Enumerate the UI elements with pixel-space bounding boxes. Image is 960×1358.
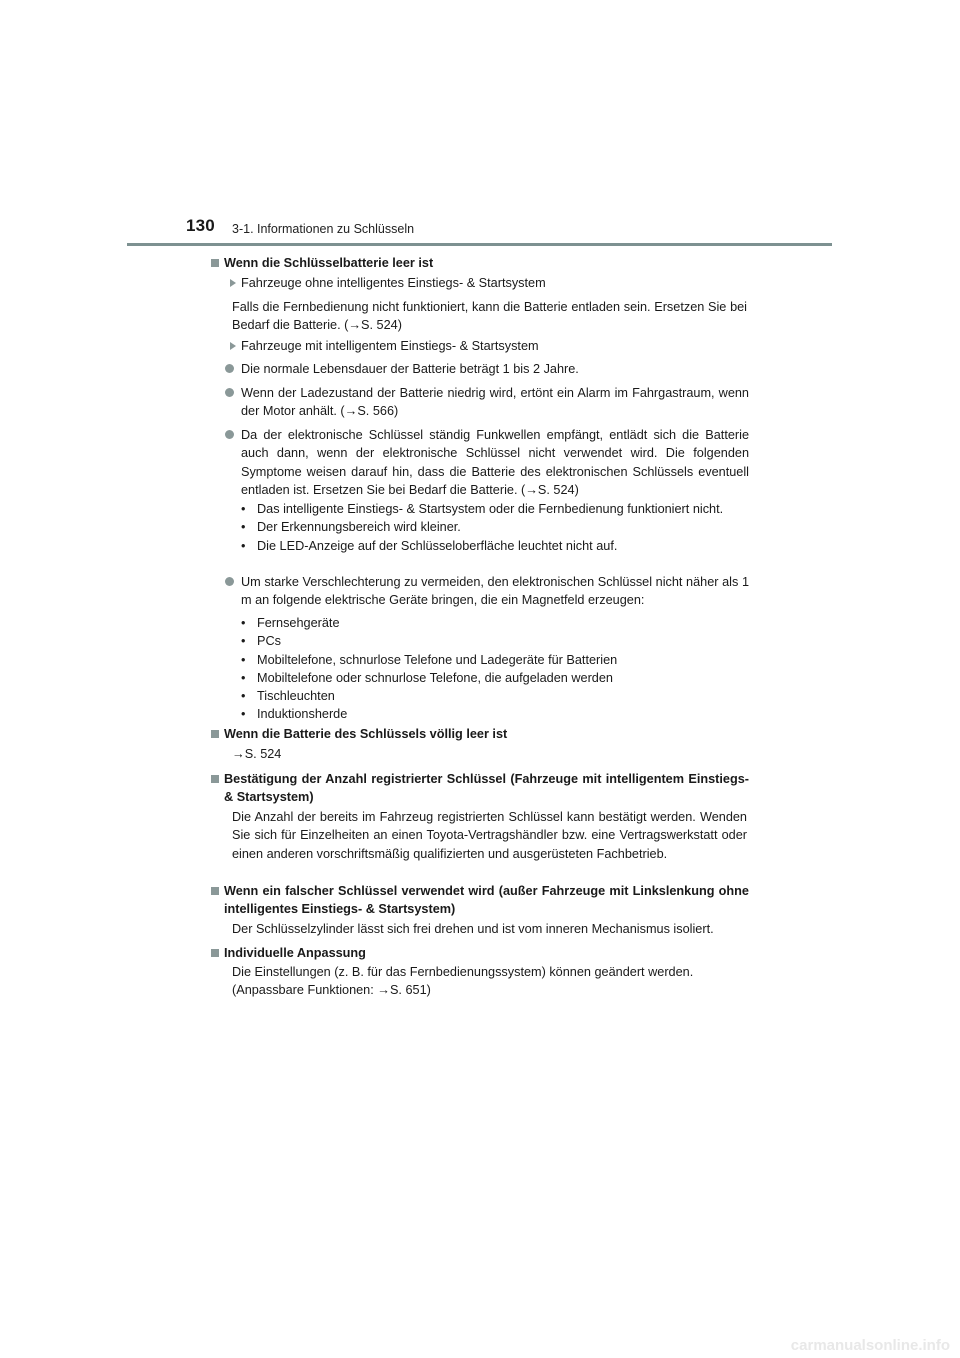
- device-list: [241, 614, 749, 724]
- paragraph-registered-keys: Die Anzahl der bereits im Fahrzeug registrierten Schlüssel kann bestätigt werden. Wenden Sie sich für Einzelheiten an einen Toyota-Vertragshändler bzw. eine Vertragswerkstatt oder einen anderen vorschriftsmäßig qualifizierten und ausgerüsteten Fachbetrieb.: [232, 810, 747, 861]
- list-item: • PCs: [241, 632, 749, 650]
- paragraph-customization: Die Einstellungen (z. B. für das Fernbedienungssystem) können geändert werden. (Anpassbare Funktionen: →S. 651): [232, 965, 694, 998]
- heading-registered-keys: Bestätigung der Anzahl registrierter Schlüssel (Fahrzeuge mit intelligentem Einstiegs- & Startsystem): [224, 772, 749, 805]
- subheading-without-smart-entry: Fahrzeuge ohne intelligentes Einstiegs- & Startsystem: [241, 276, 546, 290]
- heading-wrong-key: Wenn ein falscher Schlüssel verwendet wird (außer Fahrzeuge mit Linkslenkung ohne intelligentes Einstiegs- & Startsystem): [224, 884, 749, 917]
- section-title: 3-1. Informationen zu Schlüsseln: [232, 222, 415, 236]
- paragraph-wrong-key: Der Schlüsselzylinder lässt sich frei drehen und ist vom inneren Mechanismus isoliert.: [232, 922, 714, 936]
- circle-bullet-icon: [225, 388, 234, 397]
- list-item: • Tischleuchten: [241, 687, 749, 705]
- paragraph-remote-battery: Falls die Fernbedienung nicht funktioniert, kann die Batterie entladen sein. Ersetzen Sie bei Bedarf die Batterie. (→S. 524): [232, 300, 747, 333]
- reference-link: →S. 524: [232, 747, 282, 761]
- subheading-with-smart-entry: Fahrzeuge mit intelligentem Einstiegs- & Startsystem: [241, 339, 539, 353]
- list-item: • Mobiltelefone oder schnurlose Telefone, die aufgeladen werden: [241, 669, 749, 687]
- footer-watermark: carmanualsonline.info: [790, 1337, 950, 1354]
- bullet-battery-life: Die normale Lebensdauer der Batterie beträgt 1 bis 2 Jahre.: [241, 362, 579, 376]
- heading-customization: Individuelle Anpassung: [224, 946, 366, 960]
- triangle-marker-icon: [230, 342, 236, 350]
- circle-bullet-icon: [225, 430, 234, 439]
- list-item: • Das intelligente Einstiegs- & Startsystem oder die Fernbedienung funktioniert nicht.: [241, 500, 749, 518]
- list-item: • Induktionsherde: [241, 705, 749, 723]
- bullet-radio-waves: Da der elektronische Schlüssel ständig Funkwellen empfängt, entlädt sich die Batterie auch dann, wenn der elektronische Schlüssel nicht verwendet wird. Die folgenden Symptome weisen darauf hin, dass die Batterie des elektronischen Schlüssels eventuell entladen ist. Ersetzen Sie bei Bedarf die Batterie. (→S. 524): [241, 428, 749, 497]
- list-item: • Mobiltelefone, schnurlose Telefone und Ladegeräte für Batterien: [241, 651, 749, 669]
- square-bullet-icon: [211, 949, 219, 957]
- list-item: • Fernsehgeräte: [241, 614, 749, 632]
- square-bullet-icon: [211, 775, 219, 783]
- list-item: • Der Erkennungsbereich wird kleiner.: [241, 518, 749, 536]
- page-number: 130: [186, 216, 215, 235]
- square-bullet-icon: [211, 887, 219, 895]
- bullet-magnetic-field: Um starke Verschlechterung zu vermeiden, den elektronischen Schlüssel nicht näher als 1 m an folgende elektrische Geräte bringen, die ein Magnetfeld erzeugen:: [241, 575, 749, 608]
- heading-key-battery-dead: Wenn die Batterie des Schlüssels völlig leer ist: [224, 727, 508, 741]
- symptom-list: [241, 500, 749, 555]
- list-item: • Die LED-Anzeige auf der Schlüsseloberfläche leuchtet nicht auf.: [241, 537, 749, 555]
- square-bullet-icon: [211, 730, 219, 738]
- bullet-low-battery-alarm: Wenn der Ladezustand der Batterie niedrig wird, ertönt ein Alarm im Fahrgastraum, wenn der Motor anhält. (→S. 566): [241, 386, 749, 419]
- heading-battery-empty: Wenn die Schlüsselbatterie leer ist: [224, 256, 434, 270]
- triangle-marker-icon: [230, 279, 236, 287]
- square-bullet-icon: [211, 259, 219, 267]
- circle-bullet-icon: [225, 577, 234, 586]
- header-divider: [127, 243, 832, 246]
- circle-bullet-icon: [225, 364, 234, 373]
